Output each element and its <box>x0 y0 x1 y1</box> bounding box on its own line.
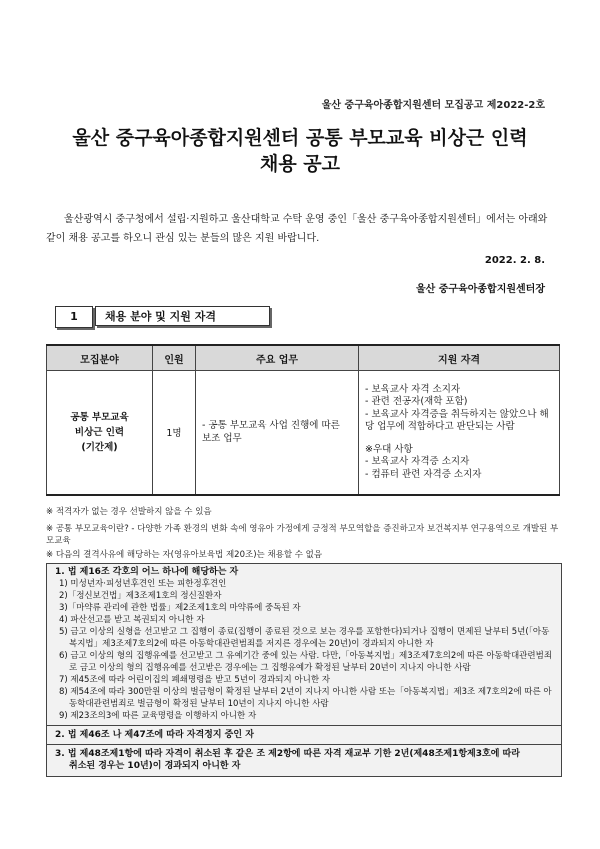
header-qualification: 지원 자격 <box>359 345 560 371</box>
field-line: 비상근 인력 <box>74 426 125 438</box>
header-field: 모집분야 <box>47 345 153 371</box>
list-item: 8) 제54조에 따라 300만원 이상의 벌금형이 확정된 날부터 2년이 지나지 아니한 사람 또는「아동복지법」제3조 제7호의2에 따른 아동학대관련범죄로 벌금형이 확정된 날부터 10년이 지나지 아니한 사람 <box>59 687 552 709</box>
qualification-item: - 관련 전공자(재학 포함) <box>365 396 468 407</box>
page-title-line2: 채용 공고 <box>259 153 341 175</box>
qualification-item: - 보육교사 자격 소지자 <box>365 383 461 395</box>
page-title: 울산 중구육아종합지원센터 공통 부모교육 비상근 인력 <box>72 127 528 149</box>
header-count: 인원 <box>153 345 196 371</box>
list-item: 4) 파산선고를 받고 복권되지 아니한 자 <box>59 615 205 625</box>
list-item: 5) 금고 이상의 실형을 선고받고 그 집행이 종료(집행이 종료된 것으로 보는 경우를 포함한다)되거나 집행이 면제된 날부터 5년(「아동복지법」제3조제7호의2에 따른 아동학대관련범죄를 저지른 경우에는 20년)이 경과되지 아니한 자 <box>59 627 550 649</box>
spacer <box>365 434 553 444</box>
disqualification-heading: 2. 법 제46조 나 제47조에 따라 자격정지 중인 자 <box>55 730 254 740</box>
notice-number: 울산 중구육아종합지원센터 모집공고 제2022-2호 <box>321 100 545 111</box>
divider <box>47 725 561 726</box>
recruitment-table <box>46 344 560 496</box>
notice-date: 2022. 2. 8. <box>484 255 545 266</box>
note: ※ 적격자가 없는 경우 선발하지 않을 수 있음 <box>46 507 212 517</box>
list-item: 2)「정신보건법」제3조제1호의 정신질환자 <box>59 591 222 601</box>
intro-paragraph: 울산광역시 중구청에서 설립·지원하고 울산대학교 수탁 운영 중인「울산 중구육아종합지원센터」에서는 아래와 같이 채용 공고를 하오니 관심 있는 분들의 많은 지원 바랍니다. <box>46 214 548 244</box>
disqualification-heading-cont: 취소된 경우는 10년)이 경과되지 아니한 자 <box>69 761 241 771</box>
list-item: 7) 제45조에 따라 어린이집의 폐쇄명령을 받고 5년이 경과되지 아니한 자 <box>59 675 330 685</box>
disqualification-heading: 1. 법 제16조 각호의 어느 하나에 해당하는 자 <box>55 567 239 577</box>
duty-cell: - 공통 부모교육 사업 진행에 따른 보조 업무 <box>196 371 359 495</box>
table-row <box>47 371 560 495</box>
preference-item: - 보육교사 자격증 소지자 <box>365 456 470 467</box>
field-line: 공통 부모교육 <box>70 411 129 423</box>
count-cell: 1명 <box>153 371 196 495</box>
section-number: 1 <box>55 306 93 328</box>
note: ※ 다음의 결격사유에 해당하는 자(영유아보육법 제20조)는 채용할 수 없음 <box>46 550 323 560</box>
note: ※ 공통 부모교육이란? - 다양한 가족 환경의 변화 속에 영유아 가정에게 긍정적 부모역할을 증진하고자 보건복지부 연구용역으로 개발된 부모교육 <box>46 524 559 546</box>
qualification-item: - 보육교사 자격증을 취득하지는 않았으나 해당 업무에 적합하다고 판단되는 사람 <box>365 408 549 432</box>
section-title: 채용 분야 및 지원 자격 <box>95 306 270 326</box>
header-duty: 주요 업무 <box>196 345 359 371</box>
list-item: 1) 미성년자·피성년후견인 또는 피한정후견인 <box>59 579 227 589</box>
list-item: 9) 제23조의3에 따른 교육명령을 이행하지 아니한 자 <box>59 711 257 721</box>
list-item: 3)「마약류 관리에 관한 법률」제2조제1호의 마약류에 중독된 자 <box>59 603 301 613</box>
preference-title: ※우대 사항 <box>365 443 413 455</box>
field-cell <box>47 371 153 495</box>
disqualification-heading: 3. 법 제48조제1항에 따라 자격이 취소된 후 같은 조 제2항에 따른 자격 재교부 기한 2년(제48조제1항제3호에 따라 <box>55 749 520 759</box>
qualification-cell <box>359 371 560 495</box>
field-line: (기간제) <box>81 441 118 453</box>
signer: 울산 중구육아종합지원센터장 <box>415 284 545 295</box>
disqualification-box <box>46 563 562 777</box>
preference-item: - 컴퓨터 관련 자격증 소지자 <box>365 468 482 480</box>
table-header-row <box>47 345 560 371</box>
list-item: 6) 금고 이상의 형의 집행유예를 선고받고 그 유예기간 중에 있는 사람. 다만,「아동복지법」제3조제7호의2에 따른 아동학대관련범죄로 금고 이상의 형의 집행유예를 선고받은 경우에는 그 집행유예가 확정된 날부터 20년이 지나지 아니한 사람 <box>59 651 553 673</box>
divider <box>47 744 561 745</box>
